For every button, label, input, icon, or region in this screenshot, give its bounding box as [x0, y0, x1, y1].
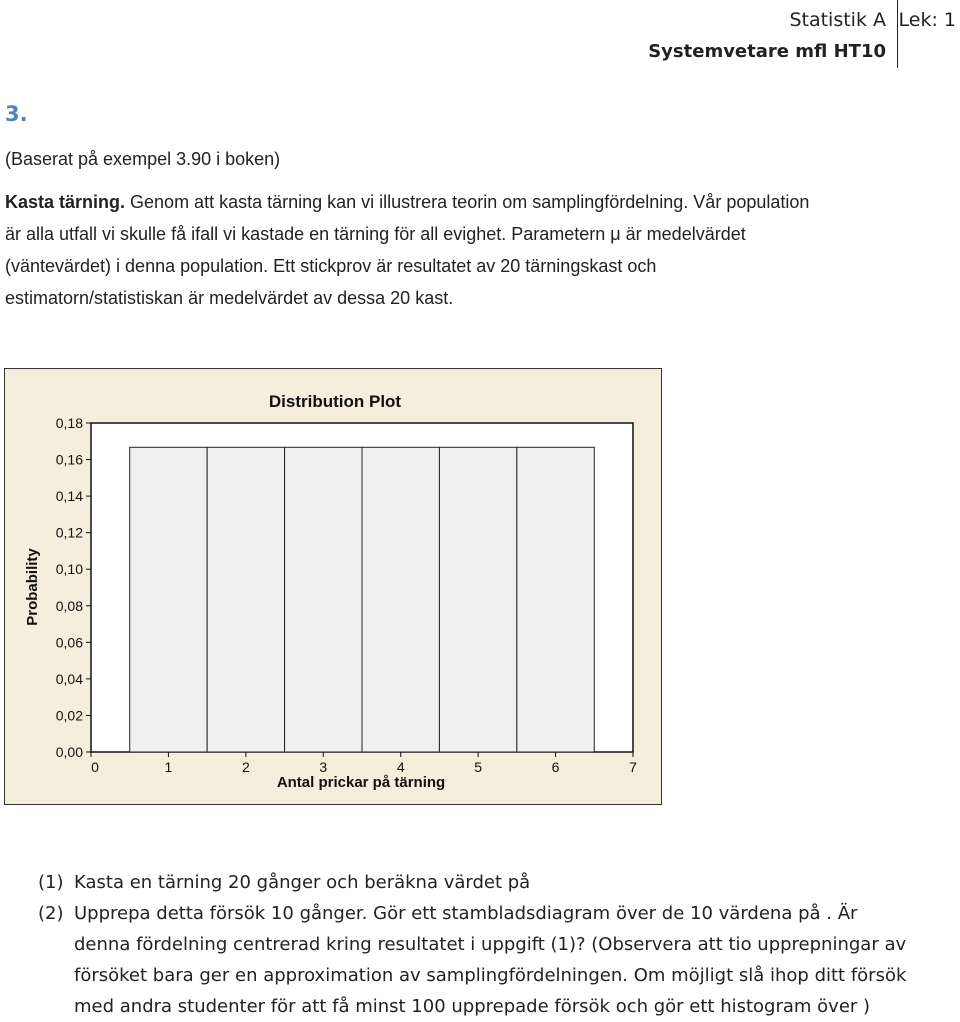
question-1-number: (1) — [38, 872, 64, 893]
y-tick-label: 0,04 — [55, 670, 83, 687]
intro-bold-lead: Kasta tärning. — [5, 192, 126, 212]
bar-2 — [207, 447, 284, 752]
x-tick-label: 1 — [164, 759, 173, 775]
question-2-number: (2) — [38, 903, 64, 924]
x-tick-label: 0 — [91, 759, 99, 775]
y-tick-label: 0,14 — [55, 488, 83, 505]
x-tick-label: 7 — [629, 759, 637, 775]
x-tick-label: 3 — [319, 759, 328, 775]
bar-3 — [285, 447, 362, 752]
lesson-label: Lek: 1 — [898, 9, 956, 31]
y-tick-label: 0,06 — [55, 634, 83, 651]
x-tick-label: 5 — [474, 759, 483, 775]
y-tick-label: 0,10 — [55, 561, 83, 578]
x-tick-label: 2 — [241, 759, 250, 775]
chart-title: Distribution Plot — [268, 392, 402, 411]
y-tick-label: 0,00 — [55, 744, 83, 760]
intro-line-3: är alla utfall vi skulle få ifall vi kastade en tärning för all evighet. Parametern μ är medelvärdet — [5, 224, 746, 244]
bar-1 — [130, 447, 207, 752]
x-tick-label: 6 — [551, 759, 560, 775]
chart-canvas — [5, 369, 663, 806]
question-2-line-3: försöket bara ger en approximation av samplingfördelningen. Om möjligt slå ihop ditt försök — [74, 965, 907, 986]
distribution-plot — [4, 368, 662, 805]
chart-xlabel: Antal prickar på tärning — [276, 774, 446, 791]
y-tick-label: 0,16 — [55, 451, 83, 468]
page-header — [500, 0, 960, 68]
course-subtitle: Systemvetare mfl HT10 — [648, 41, 886, 62]
bar-6 — [517, 447, 594, 752]
y-tick-label: 0,02 — [55, 707, 83, 724]
question-2 — [38, 898, 857, 929]
intro-line-5: estimatorn/statistiskan är medelvärdet av dessa 20 kast. — [5, 288, 454, 308]
y-tick-label: 0,08 — [55, 597, 83, 614]
course-title: Statistik A — [789, 9, 886, 31]
question-1 — [38, 867, 530, 898]
question-1-text: Kasta en tärning 20 gånger och beräkna värdet på — [74, 872, 531, 893]
question-2-line-4: med andra studenter för att få minst 100 upprepade försök och gör ett histogram över ) — [74, 996, 871, 1017]
question-2-line-2: denna fördelning centrerad kring resultatet i uppgift (1)? (Observera att tio upprepningar av — [74, 934, 907, 955]
intro-line-1: (Baserat på exempel 3.90 i boken) — [5, 149, 281, 169]
x-tick-label: 4 — [396, 759, 405, 775]
section-number: 3. — [5, 102, 28, 126]
y-tick-label: 0,18 — [55, 415, 83, 431]
intro-line-2 — [5, 186, 809, 218]
bar-5 — [439, 447, 516, 752]
chart-ylabel: Probability — [24, 548, 41, 626]
intro-line-4: (väntevärdet) i denna population. Ett stickprov är resultatet av 20 tärningskast och — [5, 256, 657, 276]
bar-4 — [362, 447, 439, 752]
intro-line-2-rest: Genom att kasta tärning kan vi illustrera teorin om samplingfördelning. Vår population — [125, 192, 810, 212]
y-tick-label: 0,12 — [55, 524, 83, 541]
question-2-line-1: Upprepa detta försök 10 gånger. Gör ett stambladsdiagram över de 10 värdena på . Är — [74, 903, 858, 924]
